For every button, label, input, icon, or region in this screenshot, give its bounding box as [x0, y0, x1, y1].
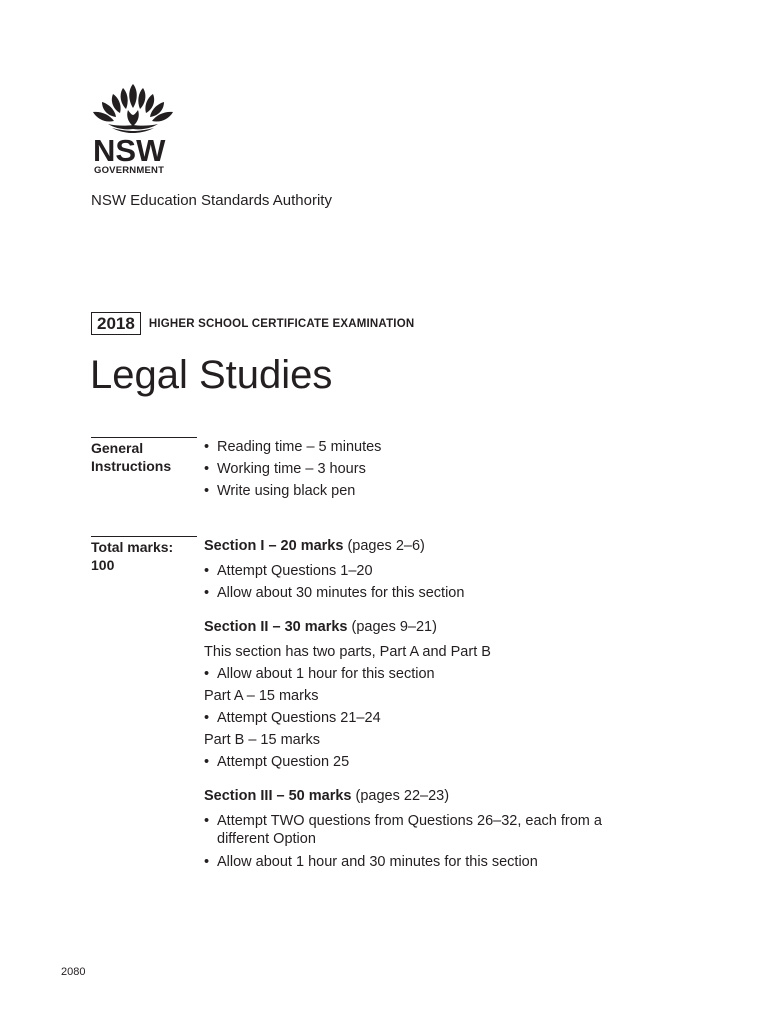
total-marks-label: Total marks: 100	[91, 539, 174, 573]
nsw-government-logo	[90, 82, 180, 176]
part-a-label: Part A – 15 marks	[204, 688, 319, 704]
exam-name: HIGHER SCHOOL CERTIFICATE EXAMINATION	[148, 317, 415, 330]
exam-year: 2018	[91, 312, 141, 335]
section-2-heading: Section II – 30 marks (pages 9–21)	[204, 619, 437, 635]
issuing-authority: NSW Education Standards Authority	[91, 192, 332, 209]
general-rule	[91, 437, 197, 438]
general-instructions-list	[204, 436, 664, 502]
list-item: • Attempt TWO questions from Questions 26–32, each from a different Option	[204, 813, 602, 847]
sections-list	[204, 535, 664, 873]
list-item: • Working time – 3 hours	[204, 461, 366, 477]
list-item: • Allow about 1 hour for this section	[204, 666, 435, 682]
subject-title: Legal Studies	[90, 353, 333, 397]
list-item: • Allow about 30 minutes for this section	[204, 585, 465, 601]
paper-code: 2080	[61, 966, 86, 978]
list-item: • Attempt Question 25	[204, 754, 350, 770]
general-instructions-label: General Instructions	[91, 440, 172, 474]
section-3-heading: Section III – 50 marks (pages 22–23)	[204, 788, 450, 804]
section-2-intro: This section has two parts, Part A and Part B	[204, 644, 491, 660]
list-item: • Attempt Questions 1–20	[204, 563, 373, 579]
section-1-heading: Section I – 20 marks (pages 2–6)	[204, 538, 425, 554]
exam-header	[91, 312, 414, 335]
total-rule	[91, 536, 197, 537]
logo-subtitle: GOVERNMENT	[94, 165, 165, 176]
list-item: • Allow about 1 hour and 30 minutes for this section	[204, 854, 538, 870]
part-b-label: Part B – 15 marks	[204, 732, 321, 748]
list-item: • Reading time – 5 minutes	[204, 439, 382, 455]
waratah-icon	[90, 82, 176, 134]
list-item: • Write using black pen	[204, 483, 356, 499]
list-item: • Attempt Questions 21–24	[204, 710, 381, 726]
logo-wordmark: NSW	[93, 133, 166, 168]
